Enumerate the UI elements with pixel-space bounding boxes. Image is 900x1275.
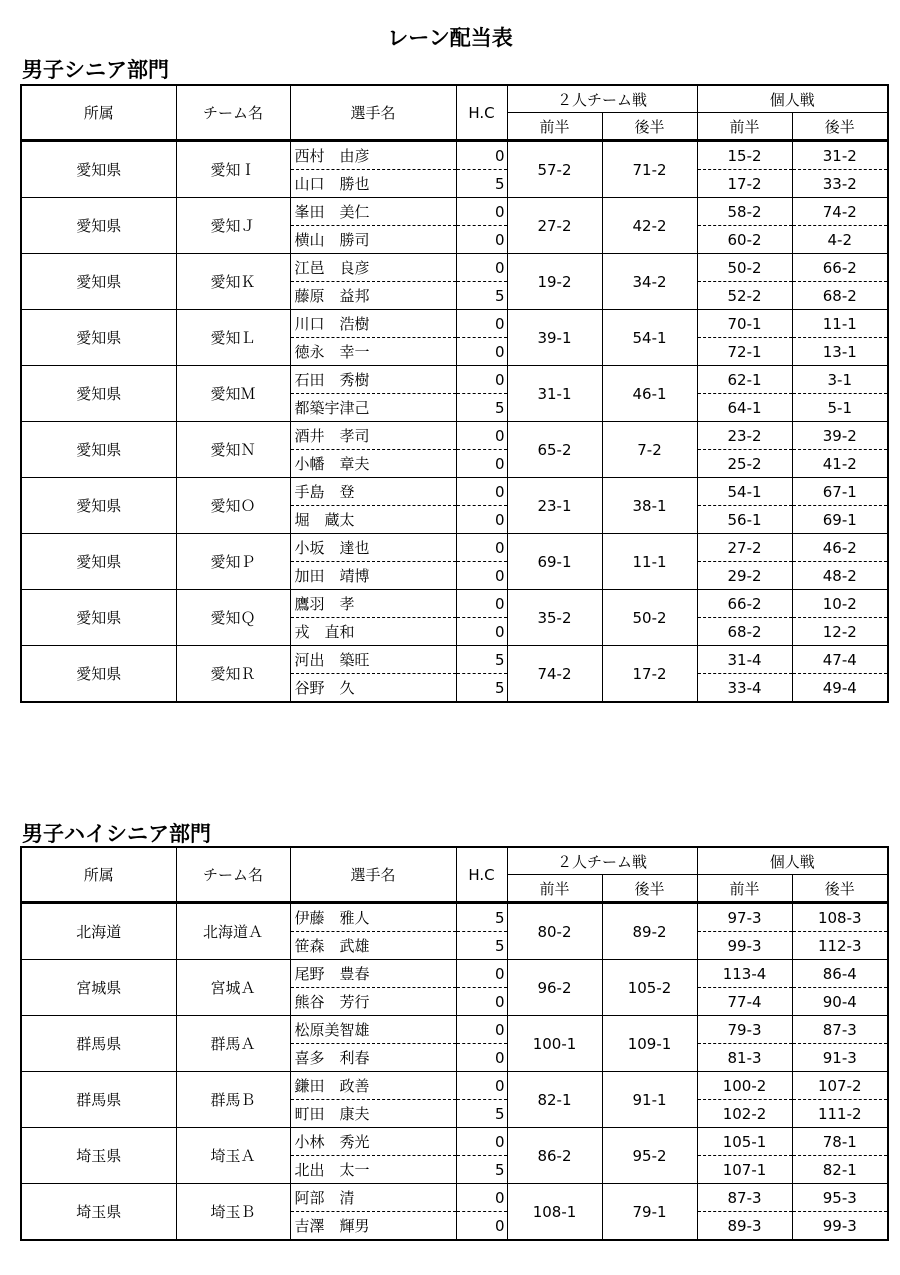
doubles-first-cell: 35-2 [507,590,602,646]
team-name-cell: 愛知Ｊ [176,198,290,254]
affiliation-cell: 埼玉県 [21,1184,176,1241]
header-hc: H.C [456,847,507,903]
table-row [21,141,888,170]
affiliation-cell: 愛知県 [21,310,176,366]
player-name-cell: 徳永 幸一 [290,338,456,366]
handicap-cell: 0 [456,338,507,366]
table-row [21,478,888,506]
individual-first-cell: 52-2 [697,282,792,310]
table-row [21,254,888,282]
individual-second-cell: 74-2 [792,198,888,226]
doubles-first-cell: 96-2 [507,960,602,1016]
table-row [21,1072,888,1100]
handicap-cell: 0 [456,1016,507,1044]
individual-first-cell: 29-2 [697,562,792,590]
individual-second-cell: 46-2 [792,534,888,562]
individual-first-cell: 33-4 [697,674,792,703]
table-row [21,646,888,674]
handicap-cell: 0 [456,422,507,450]
individual-second-cell: 66-2 [792,254,888,282]
header-team: チーム名 [176,85,290,141]
team-name-cell: 埼玉Ｂ [176,1184,290,1241]
handicap-cell: 0 [456,1072,507,1100]
individual-second-cell: 4-2 [792,226,888,254]
individual-second-cell: 5-1 [792,394,888,422]
player-name-cell: 鎌田 政善 [290,1072,456,1100]
team-name-cell: 愛知Ｉ [176,141,290,198]
header-individual-first: 前半 [697,113,792,141]
table-row [21,198,888,226]
individual-second-cell: 49-4 [792,674,888,703]
handicap-cell: 5 [456,282,507,310]
handicap-cell: 5 [456,646,507,674]
handicap-cell: 0 [456,562,507,590]
player-name-cell: 西村 由彦 [290,141,456,170]
player-name-cell: 戎 直和 [290,618,456,646]
handicap-cell: 0 [456,1128,507,1156]
player-name-cell: 横山 勝司 [290,226,456,254]
handicap-cell: 0 [456,226,507,254]
player-name-cell: 酒井 孝司 [290,422,456,450]
header-doubles-first: 前半 [507,875,602,903]
doubles-first-cell: 27-2 [507,198,602,254]
handicap-cell: 0 [456,310,507,338]
individual-first-cell: 62-1 [697,366,792,394]
affiliation-cell: 愛知県 [21,590,176,646]
handicap-cell: 0 [456,366,507,394]
player-name-cell: 松原美智雄 [290,1016,456,1044]
header-individual-second: 後半 [792,113,888,141]
doubles-first-cell: 80-2 [507,903,602,960]
affiliation-cell: 愛知県 [21,478,176,534]
team-name-cell: 愛知Ｐ [176,534,290,590]
player-name-cell: 阿部 清 [290,1184,456,1212]
header-affiliation: 所属 [21,847,176,903]
individual-first-cell: 17-2 [697,170,792,198]
doubles-first-cell: 19-2 [507,254,602,310]
individual-second-cell: 86-4 [792,960,888,988]
individual-second-cell: 12-2 [792,618,888,646]
table-row [21,590,888,618]
doubles-first-cell: 69-1 [507,534,602,590]
team-name-cell: 埼玉Ａ [176,1128,290,1184]
doubles-second-cell: 95-2 [602,1128,697,1184]
doubles-second-cell: 105-2 [602,960,697,1016]
individual-second-cell: 3-1 [792,366,888,394]
player-name-cell: 尾野 豊春 [290,960,456,988]
team-name-cell: 愛知Ｒ [176,646,290,703]
team-name-cell: 群馬Ｂ [176,1072,290,1128]
individual-first-cell: 58-2 [697,198,792,226]
player-name-cell: 小幡 章夫 [290,450,456,478]
individual-first-cell: 23-2 [697,422,792,450]
handicap-cell: 0 [456,988,507,1016]
affiliation-cell: 埼玉県 [21,1128,176,1184]
table-row [21,1128,888,1156]
individual-first-cell: 31-4 [697,646,792,674]
handicap-cell: 0 [456,534,507,562]
player-name-cell: 熊谷 芳行 [290,988,456,1016]
player-name-cell: 町田 康夫 [290,1100,456,1128]
player-name-cell: 喜多 利春 [290,1044,456,1072]
individual-second-cell: 95-3 [792,1184,888,1212]
doubles-first-cell: 39-1 [507,310,602,366]
individual-second-cell: 67-1 [792,478,888,506]
affiliation-cell: 愛知県 [21,141,176,198]
individual-first-cell: 81-3 [697,1044,792,1072]
handicap-cell: 0 [456,618,507,646]
table-row [21,422,888,450]
handicap-cell: 0 [456,590,507,618]
table-row [21,903,888,932]
doubles-second-cell: 91-1 [602,1072,697,1128]
individual-second-cell: 99-3 [792,1212,888,1241]
handicap-cell: 0 [456,1044,507,1072]
individual-first-cell: 25-2 [697,450,792,478]
player-name-cell: 藤原 益邦 [290,282,456,310]
doubles-second-cell: 46-1 [602,366,697,422]
individual-second-cell: 107-2 [792,1072,888,1100]
handicap-cell: 0 [456,506,507,534]
individual-first-cell: 102-2 [697,1100,792,1128]
individual-first-cell: 68-2 [697,618,792,646]
table-row [21,1016,888,1044]
individual-first-cell: 50-2 [697,254,792,282]
team-name-cell: 群馬Ａ [176,1016,290,1072]
affiliation-cell: 愛知県 [21,646,176,703]
individual-first-cell: 27-2 [697,534,792,562]
player-name-cell: 吉澤 輝男 [290,1212,456,1241]
table-row [21,366,888,394]
handicap-cell: 0 [456,1212,507,1241]
individual-second-cell: 82-1 [792,1156,888,1184]
affiliation-cell: 愛知県 [21,366,176,422]
doubles-first-cell: 57-2 [507,141,602,198]
handicap-cell: 0 [456,960,507,988]
handicap-cell: 5 [456,1100,507,1128]
player-name-cell: 手島 登 [290,478,456,506]
header-hc: H.C [456,85,507,141]
team-name-cell: 愛知Ｋ [176,254,290,310]
player-name-cell: 都築宇津己 [290,394,456,422]
individual-second-cell: 112-3 [792,932,888,960]
team-name-cell: 愛知Ｍ [176,366,290,422]
header-individual: 個人戦 [697,847,888,875]
handicap-cell: 0 [456,1184,507,1212]
individual-first-cell: 77-4 [697,988,792,1016]
handicap-cell: 5 [456,903,507,932]
individual-second-cell: 48-2 [792,562,888,590]
affiliation-cell: 北海道 [21,903,176,960]
table-row [21,534,888,562]
doubles-second-cell: 11-1 [602,534,697,590]
individual-first-cell: 100-2 [697,1072,792,1100]
doubles-first-cell: 82-1 [507,1072,602,1128]
doubles-first-cell: 23-1 [507,478,602,534]
header-doubles-second: 後半 [602,113,697,141]
affiliation-cell: 愛知県 [21,422,176,478]
individual-first-cell: 79-3 [697,1016,792,1044]
doubles-first-cell: 100-1 [507,1016,602,1072]
individual-first-cell: 70-1 [697,310,792,338]
player-name-cell: 堀 蔵太 [290,506,456,534]
handicap-cell: 5 [456,674,507,703]
individual-first-cell: 15-2 [697,141,792,170]
player-name-cell: 加田 靖博 [290,562,456,590]
individual-first-cell: 72-1 [697,338,792,366]
individual-second-cell: 13-1 [792,338,888,366]
player-name-cell: 鷹羽 孝 [290,590,456,618]
individual-first-cell: 105-1 [697,1128,792,1156]
handicap-cell: 0 [456,254,507,282]
individual-second-cell: 90-4 [792,988,888,1016]
player-name-cell: 江邑 良彦 [290,254,456,282]
team-name-cell: 宮城Ａ [176,960,290,1016]
team-name-cell: 愛知Ｎ [176,422,290,478]
doubles-second-cell: 54-1 [602,310,697,366]
header-team: チーム名 [176,847,290,903]
doubles-first-cell: 65-2 [507,422,602,478]
section-title: 男子ハイシニア部門 [22,822,211,846]
doubles-second-cell: 89-2 [602,903,697,960]
handicap-cell: 0 [456,478,507,506]
doubles-first-cell: 108-1 [507,1184,602,1241]
individual-first-cell: 113-4 [697,960,792,988]
player-name-cell: 山口 勝也 [290,170,456,198]
individual-second-cell: 11-1 [792,310,888,338]
individual-second-cell: 108-3 [792,903,888,932]
handicap-cell: 0 [456,198,507,226]
individual-second-cell: 33-2 [792,170,888,198]
individual-second-cell: 31-2 [792,141,888,170]
player-name-cell: 伊藤 雅人 [290,903,456,932]
individual-first-cell: 107-1 [697,1156,792,1184]
doubles-first-cell: 86-2 [507,1128,602,1184]
table-row [21,1184,888,1212]
player-name-cell: 北出 太一 [290,1156,456,1184]
affiliation-cell: 宮城県 [21,960,176,1016]
affiliation-cell: 愛知県 [21,254,176,310]
header-doubles-first: 前半 [507,113,602,141]
team-name-cell: 愛知Ｌ [176,310,290,366]
doubles-second-cell: 42-2 [602,198,697,254]
handicap-cell: 5 [456,932,507,960]
handicap-cell: 5 [456,1156,507,1184]
doubles-second-cell: 34-2 [602,254,697,310]
handicap-cell: 0 [456,450,507,478]
header-players: 選手名 [290,85,456,141]
individual-first-cell: 54-1 [697,478,792,506]
handicap-cell: 5 [456,170,507,198]
header-players: 選手名 [290,847,456,903]
individual-second-cell: 111-2 [792,1100,888,1128]
individual-first-cell: 64-1 [697,394,792,422]
individual-second-cell: 87-3 [792,1016,888,1044]
affiliation-cell: 愛知県 [21,198,176,254]
doubles-second-cell: 38-1 [602,478,697,534]
team-name-cell: 北海道Ａ [176,903,290,960]
individual-second-cell: 91-3 [792,1044,888,1072]
individual-second-cell: 68-2 [792,282,888,310]
individual-first-cell: 66-2 [697,590,792,618]
header-individual-second: 後半 [792,875,888,903]
individual-second-cell: 41-2 [792,450,888,478]
header-affiliation: 所属 [21,85,176,141]
player-name-cell: 川口 浩樹 [290,310,456,338]
player-name-cell: 峯田 美仁 [290,198,456,226]
section-title: 男子シニア部門 [22,58,169,82]
doubles-second-cell: 79-1 [602,1184,697,1241]
individual-first-cell: 99-3 [697,932,792,960]
lane-table-senior [20,84,889,703]
individual-first-cell: 87-3 [697,1184,792,1212]
doubles-second-cell: 7-2 [602,422,697,478]
individual-first-cell: 60-2 [697,226,792,254]
player-name-cell: 河出 築旺 [290,646,456,674]
individual-second-cell: 69-1 [792,506,888,534]
individual-second-cell: 78-1 [792,1128,888,1156]
header-individual-first: 前半 [697,875,792,903]
handicap-cell: 0 [456,141,507,170]
affiliation-cell: 愛知県 [21,534,176,590]
page-title: レーン配当表 [387,26,513,50]
handicap-cell: 5 [456,394,507,422]
individual-first-cell: 89-3 [697,1212,792,1241]
affiliation-cell: 群馬県 [21,1072,176,1128]
lane-table-high-senior [20,846,889,1241]
individual-second-cell: 10-2 [792,590,888,618]
header-individual: 個人戦 [697,85,888,113]
header-doubles: ２人チーム戦 [507,847,697,875]
doubles-second-cell: 50-2 [602,590,697,646]
individual-first-cell: 97-3 [697,903,792,932]
individual-first-cell: 56-1 [697,506,792,534]
table-row [21,960,888,988]
affiliation-cell: 群馬県 [21,1016,176,1072]
player-name-cell: 小坂 達也 [290,534,456,562]
table-row [21,310,888,338]
doubles-second-cell: 71-2 [602,141,697,198]
player-name-cell: 笹森 武雄 [290,932,456,960]
doubles-second-cell: 17-2 [602,646,697,703]
team-name-cell: 愛知Ｏ [176,478,290,534]
player-name-cell: 谷野 久 [290,674,456,703]
individual-second-cell: 39-2 [792,422,888,450]
individual-second-cell: 47-4 [792,646,888,674]
header-doubles-second: 後半 [602,875,697,903]
doubles-first-cell: 74-2 [507,646,602,703]
team-name-cell: 愛知Ｑ [176,590,290,646]
doubles-second-cell: 109-1 [602,1016,697,1072]
doubles-first-cell: 31-1 [507,366,602,422]
player-name-cell: 石田 秀樹 [290,366,456,394]
player-name-cell: 小林 秀光 [290,1128,456,1156]
header-doubles: ２人チーム戦 [507,85,697,113]
